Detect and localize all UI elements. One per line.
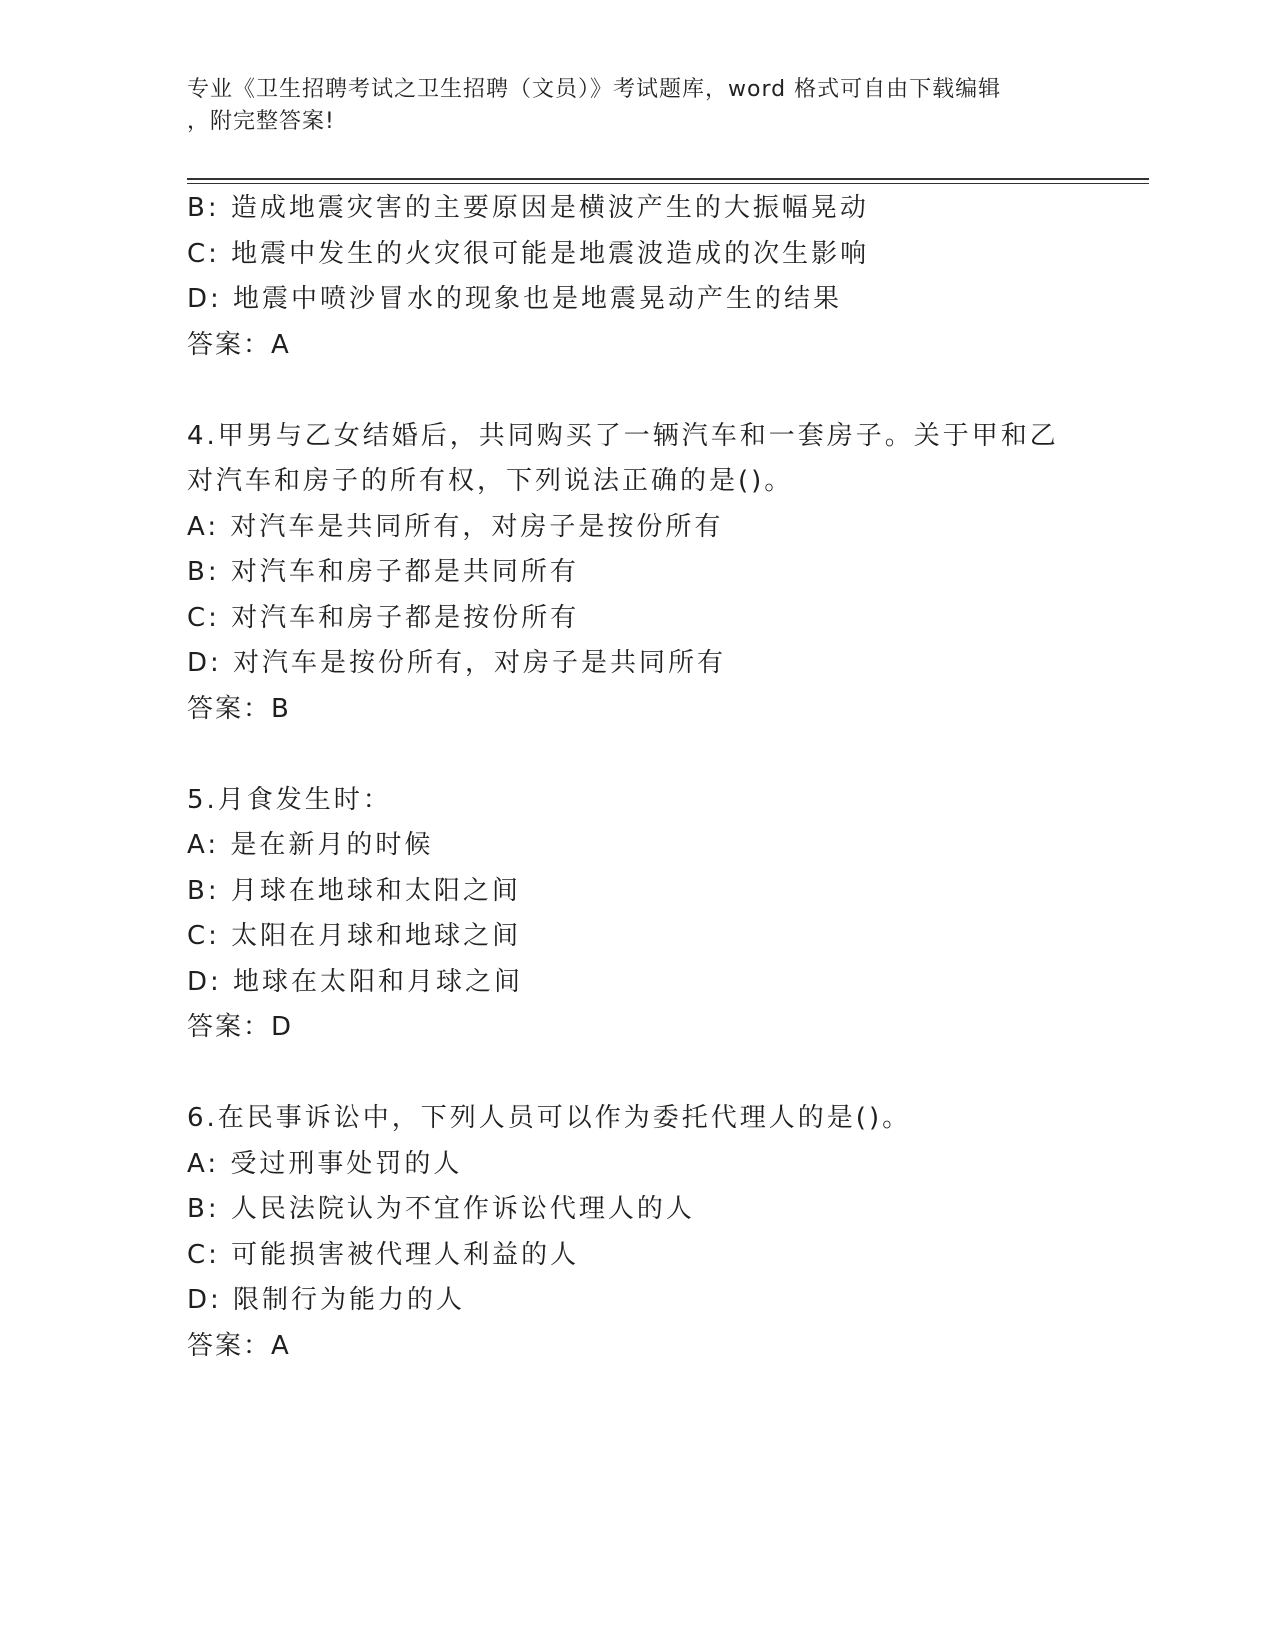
option-b: B: 对汽车和房子都是共同所有 [187,557,579,587]
question-stem-line-1: 5.月食发生时： [187,784,392,815]
option-b: B: 月球在地球和太阳之间 [187,875,521,906]
option-b: B: 人民法院认为不宜作诉讼代理人的人 [187,1194,695,1224]
spacer [187,1051,1147,1097]
question-4 [187,414,1147,733]
option-c: C: 可能损害被代理人利益的人 [187,1239,580,1270]
question-6 [187,1096,1147,1369]
answer: 答案：B [187,693,291,724]
option-b: B: 造成地震灾害的主要原因是横波产生的大振幅晃动 [187,193,869,223]
question-stem-line-1: 4.甲男与乙女结婚后，共同购买了一辆汽车和一套房子。关于甲和乙 [187,420,1059,451]
spacer [187,732,1147,778]
option-d: D: 限制行为能力的人 [187,1285,466,1315]
option-d: D: 地球在太阳和月球之间 [187,966,524,997]
document-body [187,186,1147,1369]
option-a: A: 是在新月的时候 [187,830,434,860]
option-c: C: 对汽车和房子都是按份所有 [187,602,580,633]
option-d: D: 地震中喷沙冒水的现象也是地震晃动产生的结果 [187,284,843,314]
question-5 [187,778,1147,1051]
answer: 答案：A [187,329,291,360]
answer: 答案：A [187,1330,291,1361]
header-divider-thin [187,183,1149,184]
header-line-2: ，附完整答案! [187,109,335,134]
header-line-1: 专业《卫生招聘考试之卫生招聘（文员）》考试题库，word 格式可自由下载编辑 [187,77,1002,102]
question-stem-line-1: 6.在民事诉讼中，下列人员可以作为委托代理人的是()。 [187,1103,912,1133]
answer: 答案：D [187,1012,294,1042]
question-stem-line-2: 对汽车和房子的所有权，下列说法正确的是()。 [187,466,794,496]
option-a: A: 受过刑事处罚的人 [187,1148,463,1179]
question-fragment [187,186,1147,368]
option-c: C: 地震中发生的火灾很可能是地震波造成的次生影响 [187,238,870,269]
option-a: A: 对汽车是共同所有，对房子是按份所有 [187,511,724,542]
document-header [187,74,1067,138]
header-divider-thick [187,178,1149,180]
option-d: D: 对汽车是按份所有，对房子是共同所有 [187,648,727,678]
spacer [187,368,1147,414]
option-c: C: 太阳在月球和地球之间 [187,921,522,951]
